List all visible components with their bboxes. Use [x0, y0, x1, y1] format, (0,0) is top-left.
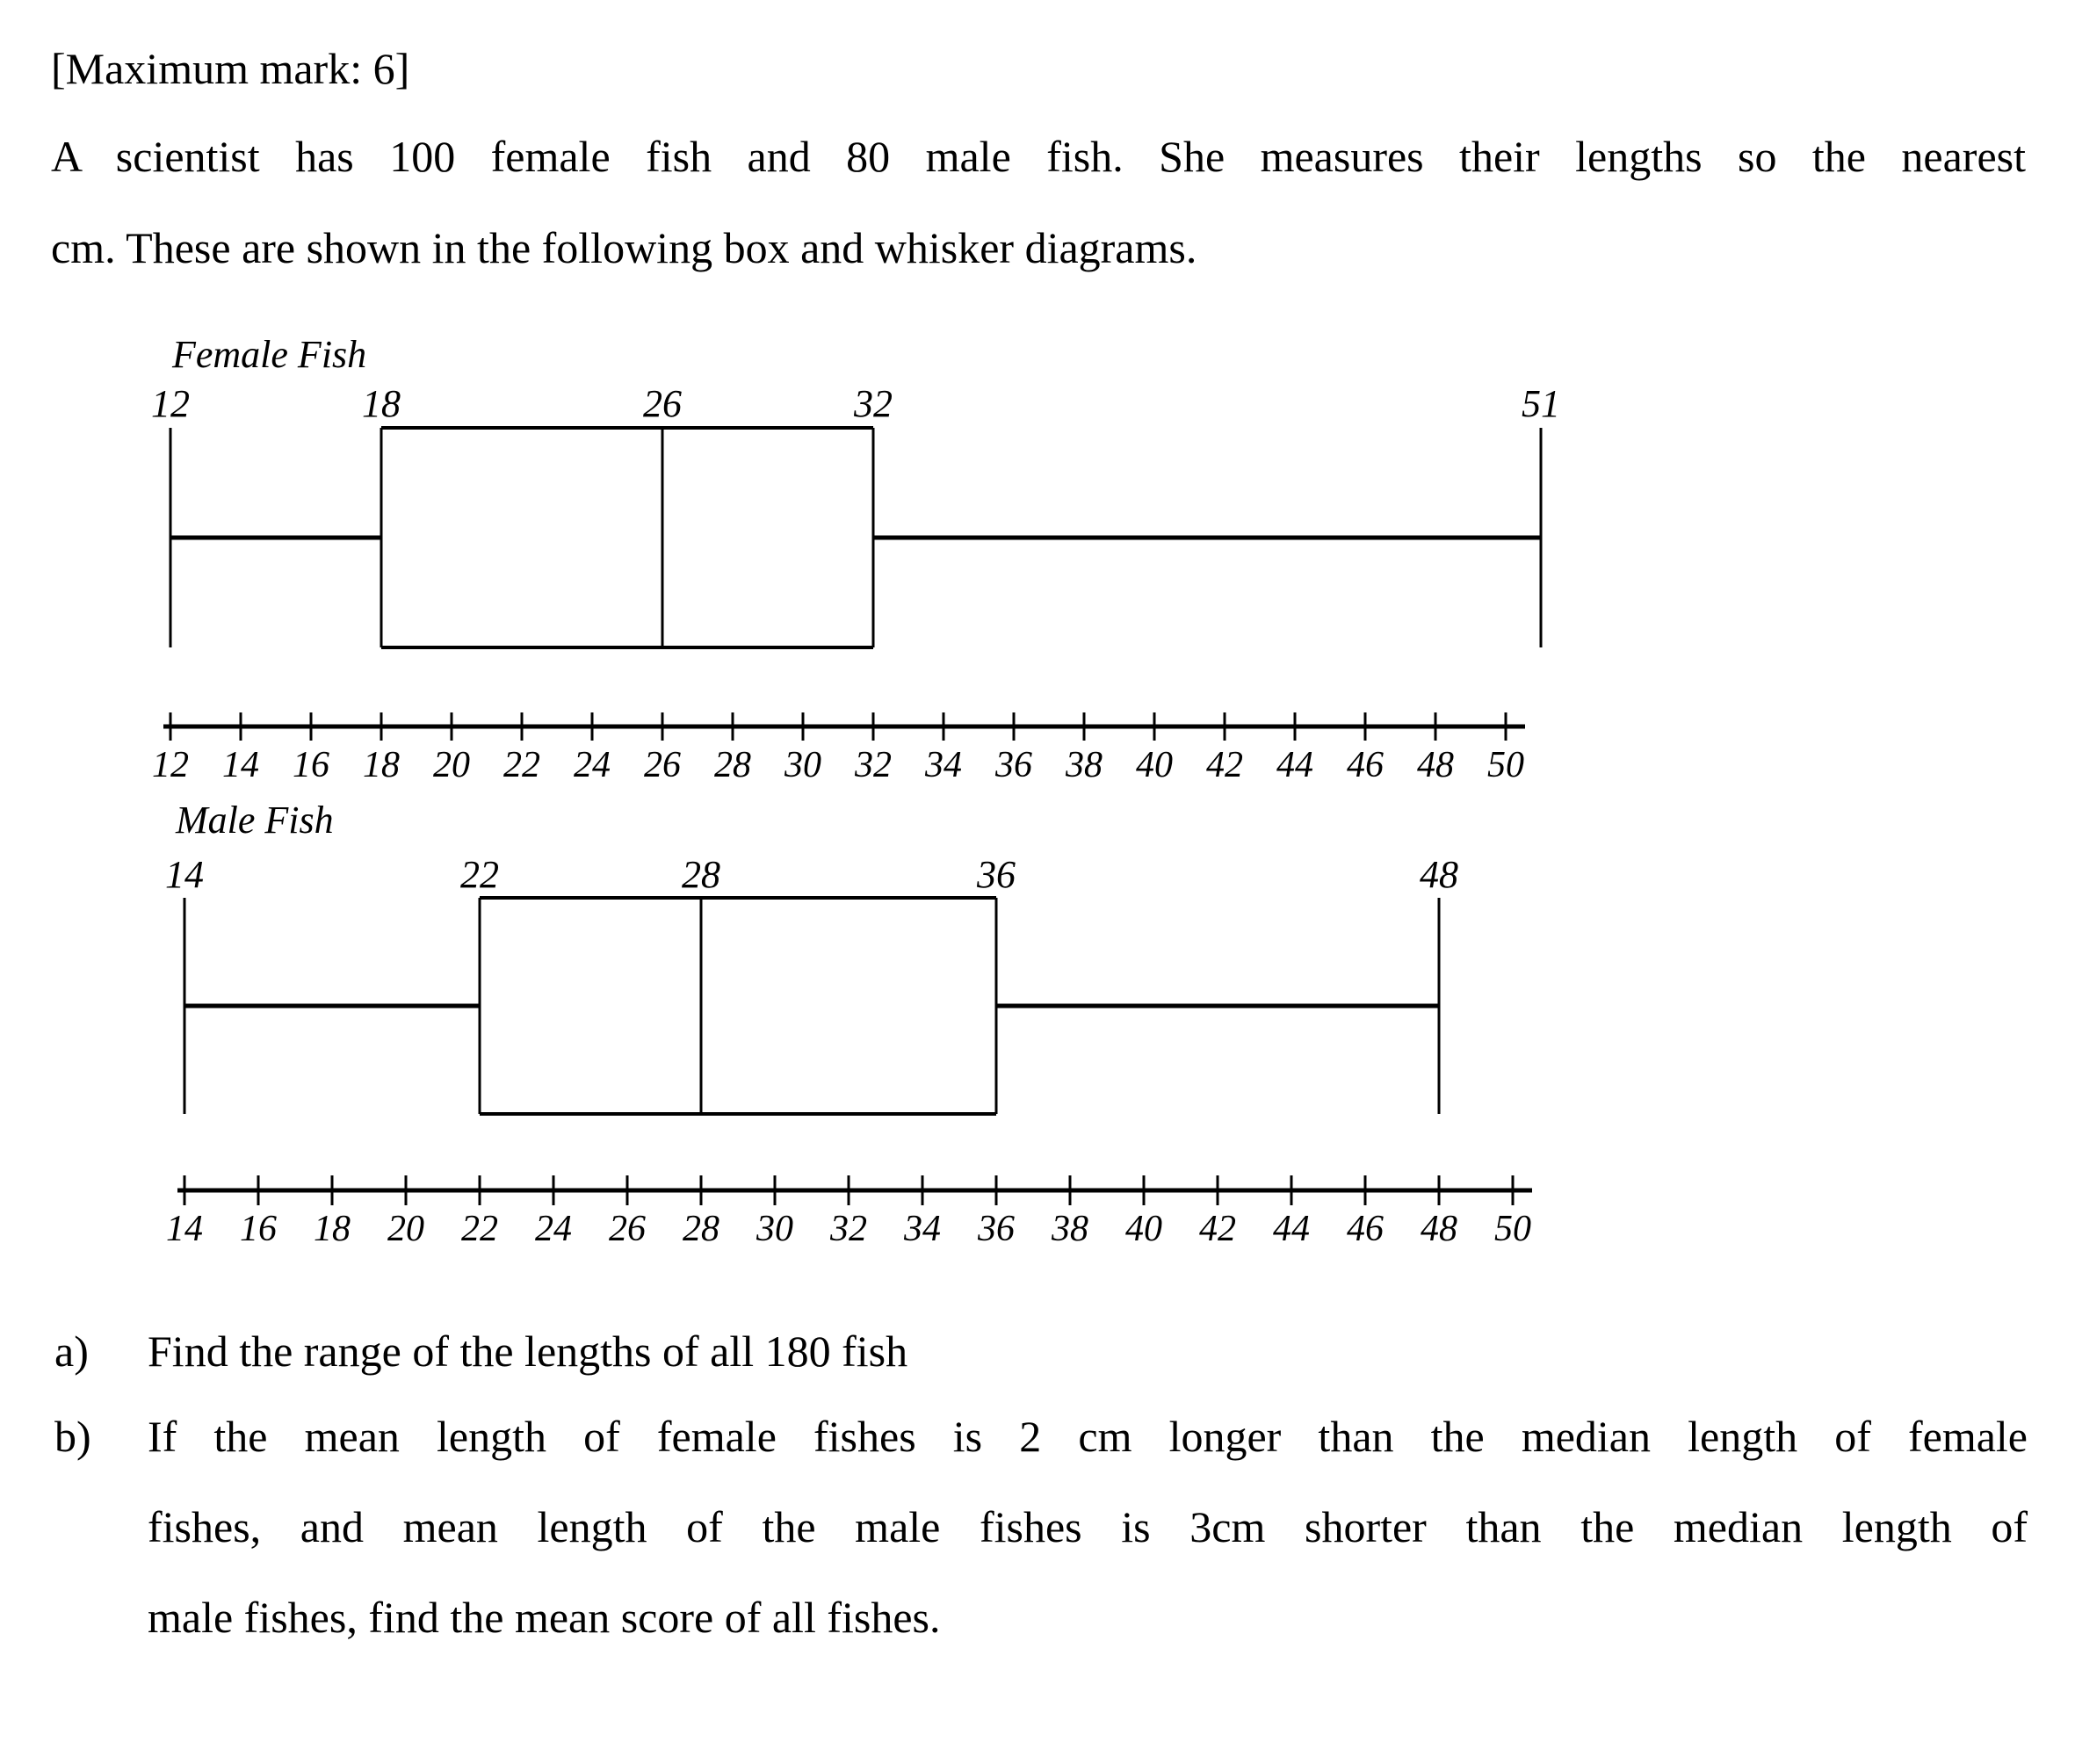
point-label-male: 22 — [460, 853, 499, 896]
axis-tick-label-female: 40 — [1136, 745, 1173, 785]
axis-tick-label-male: 14 — [166, 1209, 203, 1249]
axis-tick-label-female: 16 — [293, 745, 329, 785]
axis-tick-label-male: 44 — [1273, 1209, 1310, 1249]
intro-line-1: A scientist has 100 female fish and 80 male fish. She measures their lengths so the nearest — [51, 132, 2026, 181]
axis-tick-label-female: 28 — [714, 745, 751, 785]
axis-tick-label-female: 50 — [1487, 745, 1524, 785]
axis-tick-label-female: 32 — [855, 745, 892, 785]
axis-tick-label-female: 42 — [1206, 745, 1243, 785]
point-label-male: 36 — [977, 853, 1016, 896]
axis-tick-label-male: 26 — [609, 1209, 646, 1249]
point-label-male: 14 — [165, 853, 204, 896]
question-a-text: Find the range of the lengths of all 180 fish — [148, 1327, 908, 1376]
axis-tick-label-male: 16 — [240, 1209, 277, 1249]
question-b-line-3: male fishes, find the mean score of all fishes. — [148, 1593, 941, 1642]
axis-tick-label-male: 18 — [314, 1209, 351, 1249]
axis-tick-label-female: 36 — [995, 745, 1032, 785]
axis-tick-label-male: 28 — [683, 1209, 719, 1249]
axis-tick-label-female: 34 — [925, 745, 962, 785]
question-a-label: a) — [54, 1327, 89, 1376]
axis-tick-label-female: 30 — [784, 745, 821, 785]
point-label-female: 32 — [854, 382, 893, 425]
point-label-male: 48 — [1420, 853, 1458, 896]
axis-tick-label-female: 46 — [1347, 745, 1384, 785]
question-b-label: b) — [54, 1412, 91, 1461]
point-label-female: 12 — [151, 382, 190, 425]
axis-tick-label-male: 30 — [756, 1209, 793, 1249]
point-label-female: 51 — [1522, 382, 1560, 425]
axis-tick-label-male: 40 — [1125, 1209, 1162, 1249]
point-label-male: 28 — [682, 853, 720, 896]
axis-tick-label-female: 24 — [574, 745, 611, 785]
axis-tick-label-male: 32 — [830, 1209, 867, 1249]
axis-tick-label-female: 48 — [1417, 745, 1454, 785]
axis-tick-label-female: 14 — [222, 745, 259, 785]
axis-tick-label-male: 46 — [1347, 1209, 1384, 1249]
axis-tick-label-male: 42 — [1199, 1209, 1236, 1249]
intro-line-2: cm. These are shown in the following box and whisker diagrams. — [51, 223, 1197, 272]
axis-tick-label-male: 38 — [1052, 1209, 1088, 1249]
axis-tick-label-male: 50 — [1494, 1209, 1531, 1249]
axis-tick-label-male: 48 — [1421, 1209, 1457, 1249]
plot-title-male: Male Fish — [176, 799, 334, 842]
question-b-line-2: fishes, and mean length of the male fishes is 3cm shorter than the median length of — [148, 1502, 2028, 1551]
axis-tick-label-female: 18 — [363, 745, 400, 785]
axis-tick-label-male: 22 — [461, 1209, 498, 1249]
plot-title-female: Female Fish — [172, 333, 367, 376]
axis-tick-label-male: 34 — [904, 1209, 941, 1249]
axis-tick-label-male: 20 — [387, 1209, 424, 1249]
point-label-female: 18 — [362, 382, 401, 425]
axis-tick-label-female: 44 — [1276, 745, 1313, 785]
axis-tick-label-male: 24 — [535, 1209, 572, 1249]
axis-tick-label-female: 20 — [433, 745, 470, 785]
axis-tick-label-male: 36 — [978, 1209, 1015, 1249]
axis-tick-label-female: 12 — [152, 745, 189, 785]
axis-tick-label-female: 38 — [1066, 745, 1103, 785]
question-b-line-1: If the mean length of female fishes is 2 cm longer than the median length of female — [148, 1412, 2028, 1461]
axis-tick-label-female: 22 — [503, 745, 540, 785]
point-label-female: 26 — [643, 382, 682, 425]
axis-tick-label-female: 26 — [644, 745, 681, 785]
max-mark-line: [Maximum mark: 6] — [51, 44, 410, 93]
